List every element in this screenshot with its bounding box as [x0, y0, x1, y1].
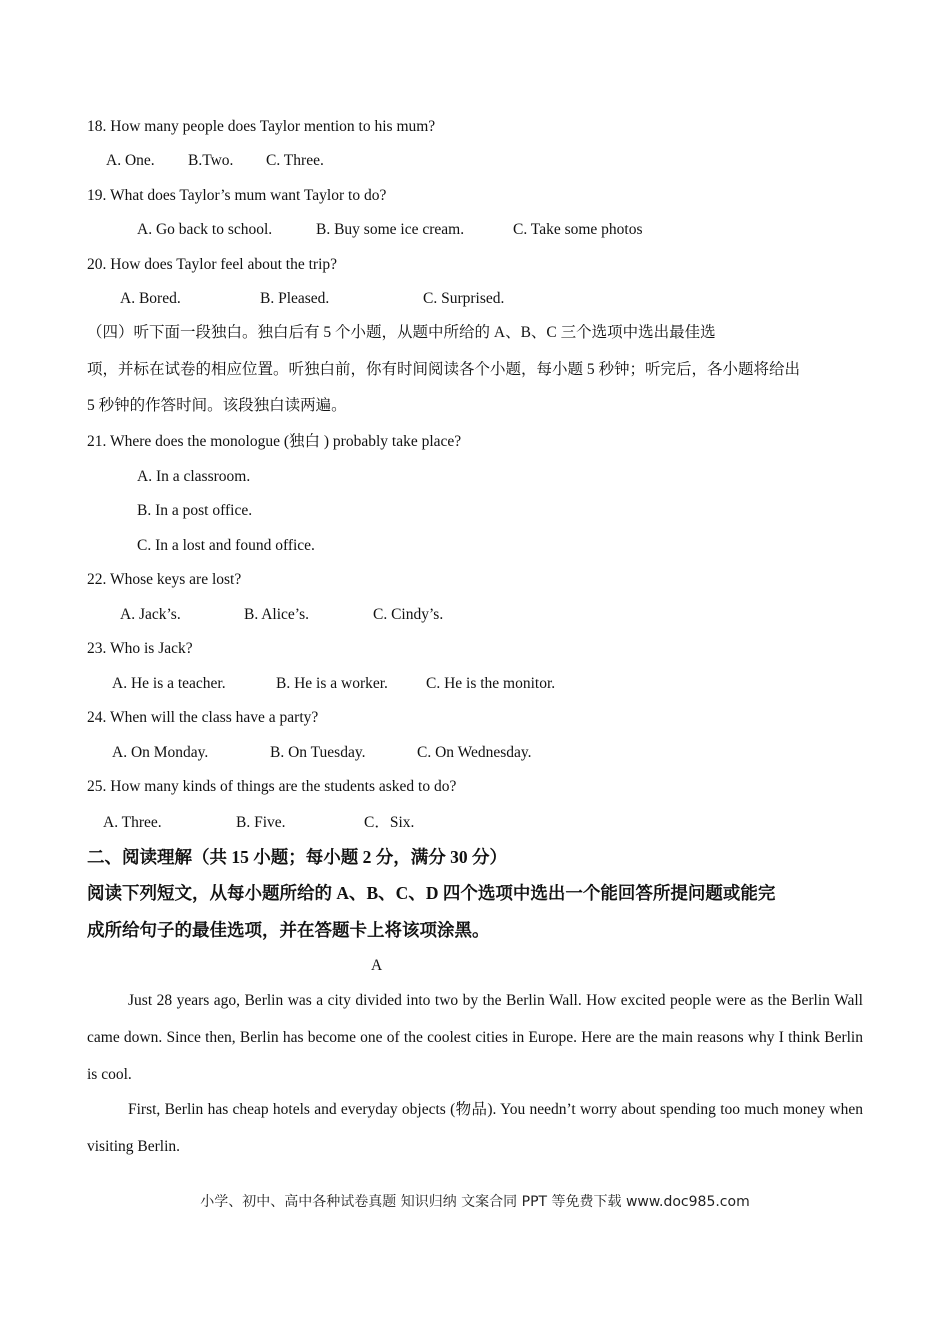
- section4-instruction-line2: 项，并标在试卷的相应位置。听独白前，你有时间阅读各个小题，每小题 5 秒钟；听完后，各小题将给出: [87, 361, 801, 378]
- q19-option-b: B. Buy some ice cream.: [316, 221, 465, 238]
- q24-option-b: B. On Tuesday.: [270, 744, 366, 761]
- q23-option-b: B. He is a worker.: [276, 675, 388, 692]
- passage-paragraph-2: First, Berlin has cheap hotels and everyday objects (物品). You needn’t worry about spending too much money when visiting Berlin.: [87, 1101, 863, 1155]
- q24-option-c: C. On Wednesday.: [417, 744, 532, 761]
- q18-option-b: B.Two.: [188, 152, 234, 169]
- q21-option-a: A. In a classroom.: [137, 468, 251, 485]
- section4-instruction-line3: 5 秒钟的作答时间。该段独白读两遍。: [87, 397, 347, 414]
- q18-option-a: A. One.: [106, 152, 155, 169]
- question-24: 24. When will the class have a party?: [87, 709, 319, 726]
- passage-label: A: [371, 957, 383, 974]
- q21-option-c: C. In a lost and found office.: [137, 537, 315, 554]
- part2-instruction-line1: 阅读下列短文，从每小题所给的 A、B、C、D 四个选项中选出一个能回答所提问题或能完: [87, 883, 776, 903]
- q19-option-c: C. Take some photos: [513, 221, 643, 238]
- q24-option-a: A. On Monday.: [112, 744, 209, 761]
- question-21: 21. Where does the monologue (独白 ) probably take place?: [87, 433, 462, 450]
- q22-option-a: A. Jack’s.: [120, 606, 181, 623]
- q20-option-c: C. Surprised.: [423, 290, 505, 307]
- part2-heading: 二、阅读理解（共 15 小题；每小题 2 分，满分 30 分）: [87, 847, 507, 867]
- question-20: 20. How does Taylor feel about the trip?: [87, 256, 338, 273]
- question-23: 23. Who is Jack?: [87, 640, 193, 657]
- question-18: 18. How many people does Taylor mention to his mum?: [87, 118, 436, 135]
- q22-option-c: C. Cindy’s.: [373, 606, 444, 623]
- q25-option-a: A. Three.: [103, 814, 162, 831]
- page-footer: 小学、初中、高中各种试卷真题 知识归纳 文案合同 PPT 等免费下载 www.doc985.com: [200, 1194, 750, 1210]
- q20-option-a: A. Bored.: [120, 290, 181, 307]
- q23-option-c: C. He is the monitor.: [426, 675, 556, 692]
- part2-instruction-line2: 成所给句子的最佳选项，并在答题卡上将该项涂黑。: [87, 920, 490, 940]
- q23-option-a: A. He is a teacher.: [112, 675, 226, 692]
- q19-option-a: A. Go back to school.: [137, 221, 273, 238]
- q18-option-c: C. Three.: [266, 152, 324, 169]
- q20-option-b: B. Pleased.: [260, 290, 330, 307]
- q25-option-b: B. Five.: [236, 814, 286, 831]
- question-22: 22. Whose keys are lost?: [87, 571, 242, 588]
- section4-instruction-line1: （四）听下面一段独白。独白后有 5 个小题，从题中所给的 A、B、C 三个选项中选出最佳选: [87, 324, 716, 341]
- passage-paragraph-1: Just 28 years ago, Berlin was a city divided into two by the Berlin Wall. How excited people were as the Berlin Wall came down. Since then, Berlin has become one of the coolest cities in Europe. Here are the main reasons why I think Berlin is cool.: [87, 992, 863, 1083]
- question-19: 19. What does Taylor’s mum want Taylor to do?: [87, 187, 387, 204]
- q22-option-b: B. Alice’s.: [244, 606, 310, 623]
- q25-option-c: C．Six.: [364, 814, 415, 831]
- question-25: 25. How many kinds of things are the students asked to do?: [87, 778, 457, 795]
- q21-option-b: B. In a post office.: [137, 502, 253, 519]
